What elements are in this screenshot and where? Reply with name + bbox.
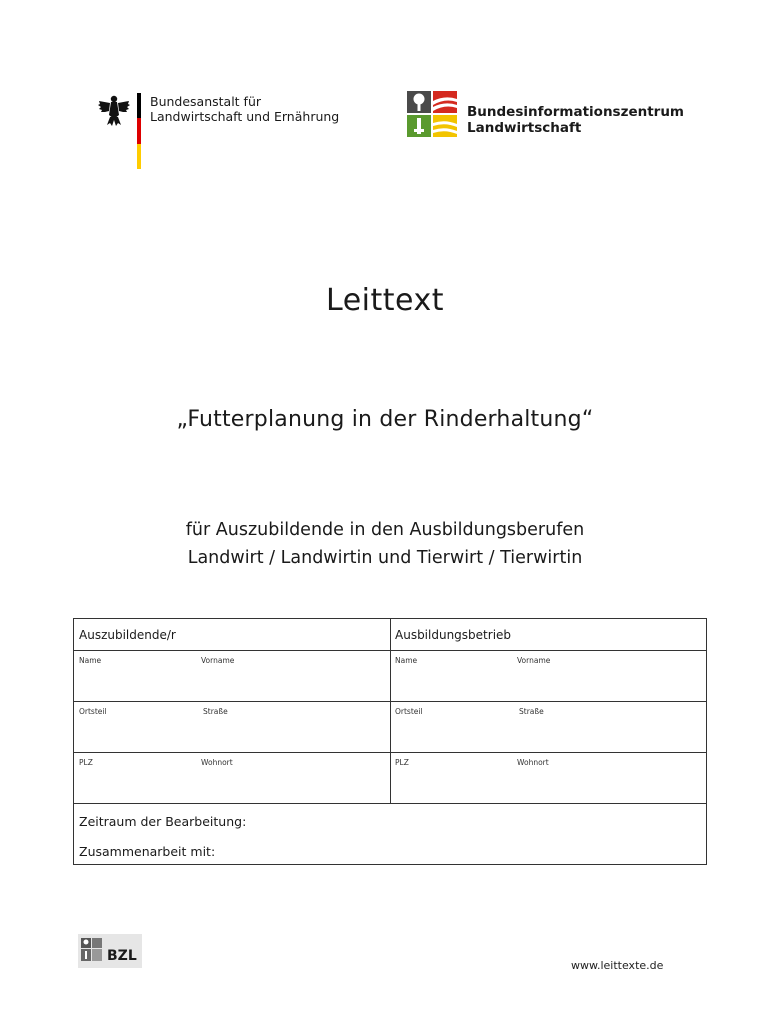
ble-logo-text [150,94,339,124]
target-line1: für Auszubildende in den Ausbildungsberufen [185,520,585,540]
right-strasse-field[interactable]: Straße [519,707,544,716]
federal-eagle-icon [98,93,130,127]
document-subtitle: „Futterplanung in der Rinderhaltung“ [176,407,594,432]
left-strasse-field[interactable]: Straße [203,707,228,716]
left-heading: Auszubildende/r [79,628,176,642]
right-plz-field[interactable]: PLZ [395,758,409,767]
zeitraum-label[interactable]: Zeitraum der Bearbeitung: [79,814,247,829]
website-link[interactable]: www.leittexte.de [571,959,664,972]
left-name-field[interactable]: Name [79,656,102,665]
left-wohnort-field[interactable]: Wohnort [201,758,233,767]
left-vorname-field[interactable]: Vorname [201,656,235,665]
right-ortsteil-field[interactable]: Ortsteil [395,707,423,716]
bzl-logo-icon [407,91,457,137]
right-heading: Ausbildungsbetrieb [395,628,512,642]
left-plz-field[interactable]: PLZ [79,758,93,767]
target-audience [0,516,770,572]
flag-bar [137,93,141,169]
row-divider [74,803,706,804]
bzl-line1: Bundesinformationszentrum [467,104,685,120]
row-divider [74,701,706,702]
footer-logo-text: BZL [107,948,137,964]
bzl-footer-logo-icon [78,934,142,968]
document-title: Leittext [326,283,444,318]
left-ortsteil-field[interactable]: Ortsteil [79,707,107,716]
trainee-form [73,618,707,865]
row-divider [74,752,706,753]
ble-line2: Landwirtschaft und Ernährung [150,109,340,124]
ble-line1: Bundesanstalt für [150,94,262,109]
right-vorname-field[interactable]: Vorname [517,656,551,665]
right-name-field[interactable]: Name [395,656,418,665]
row-divider [74,650,706,651]
bzl-logo-text [467,104,684,136]
target-line2: Landwirt / Landwirtin und Tierwirt / Tierwirtin [187,548,583,568]
zusammenarbeit-label[interactable]: Zusammenarbeit mit: [79,844,216,859]
bzl-line2: Landwirtschaft [467,120,582,136]
right-wohnort-field[interactable]: Wohnort [517,758,549,767]
column-divider [390,619,391,804]
